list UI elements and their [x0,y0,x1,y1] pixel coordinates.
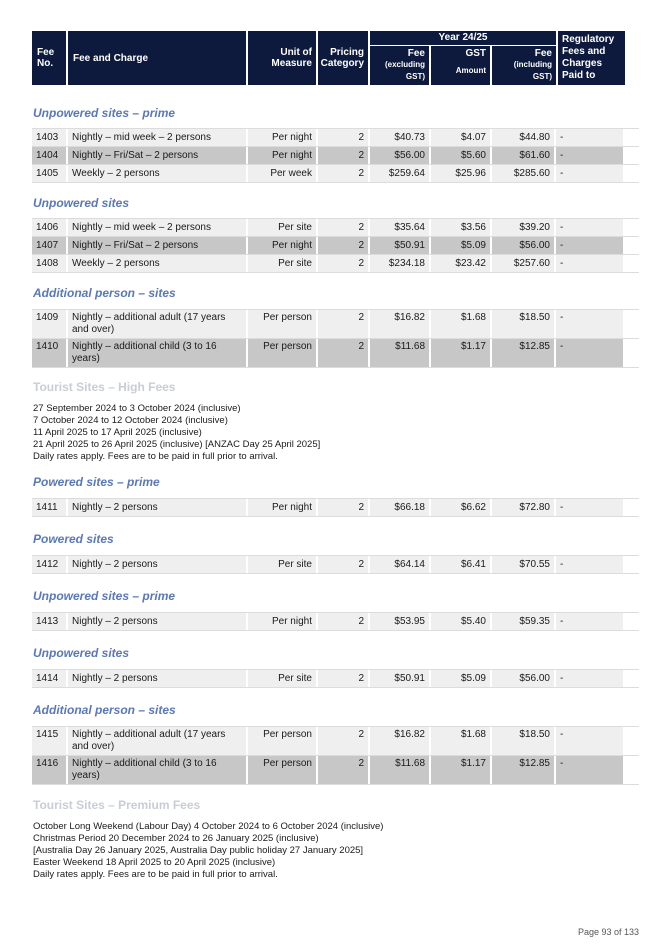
cell-regulatory: - [556,613,623,630]
cell-regulatory: - [556,129,623,146]
cell-fee-name: Nightly – Fri/Sat – 2 persons [68,237,248,254]
cell-fee-excl: $35.64 [370,219,431,236]
note-line: Daily rates apply. Fees are to be paid in full prior to arrival. [33,869,278,880]
cell-fee-no: 1404 [32,147,68,164]
cell-regulatory: - [556,147,623,164]
cell-category: 2 [318,165,370,182]
table-row [32,310,639,339]
cell-fee-no: 1413 [32,613,68,630]
cell-gst: $5.40 [431,613,492,630]
cell-category: 2 [318,219,370,236]
table-header [32,31,639,85]
cell-unit: Per site [248,670,318,687]
table-row [32,613,639,631]
fee-table [32,128,639,183]
cell-regulatory: - [556,727,623,755]
cell-gst: $3.56 [431,219,492,236]
cell-fee-incl: $257.60 [492,255,556,272]
cell-category: 2 [318,129,370,146]
section-heading: Tourist Sites – High Fees [33,380,176,394]
cell-category: 2 [318,670,370,687]
cell-fee-no: 1416 [32,756,68,784]
cell-fee-no: 1412 [32,556,68,573]
cell-fee-excl: $66.18 [370,499,431,516]
cell-fee-name: Weekly – 2 persons [68,165,248,182]
cell-fee-name: Nightly – additional adult (17 years and over) [68,310,248,338]
cell-fee-name: Nightly – mid week – 2 persons [68,129,248,146]
section-heading: Powered sites – prime [33,475,160,489]
cell-regulatory: - [556,556,623,573]
cell-fee-no: 1410 [32,339,68,367]
cell-fee-incl: $12.85 [492,756,556,784]
cell-fee-no: 1408 [32,255,68,272]
cell-category: 2 [318,339,370,367]
cell-unit: Per night [248,613,318,630]
cell-fee-excl: $11.68 [370,756,431,784]
cell-category: 2 [318,727,370,755]
cell-fee-excl: $50.91 [370,237,431,254]
cell-fee-incl: $56.00 [492,237,556,254]
table-row [32,237,639,255]
fee-table [32,612,639,631]
cell-regulatory: - [556,670,623,687]
note-line: 7 October 2024 to 12 October 2024 (inclusive) [33,415,228,426]
section-heading: Unpowered sites – prime [33,106,176,120]
cell-unit: Per night [248,147,318,164]
cell-fee-incl: $56.00 [492,670,556,687]
premium-fees-notes [32,821,639,881]
cell-unit: Per site [248,556,318,573]
cell-category: 2 [318,613,370,630]
cell-regulatory: - [556,756,623,784]
note-line: 11 April 2025 to 17 April 2025 (inclusive) [33,427,202,438]
cell-gst: $4.07 [431,129,492,146]
cell-unit: Per site [248,219,318,236]
cell-category: 2 [318,147,370,164]
cell-unit: Per night [248,237,318,254]
cell-fee-incl: $12.85 [492,339,556,367]
header-pricing-category: Pricing Category [318,31,370,85]
cell-unit: Per person [248,727,318,755]
cell-fee-name: Weekly – 2 persons [68,255,248,272]
fee-table [32,726,639,785]
cell-fee-name: Nightly – additional child (3 to 16 years) [68,339,248,367]
cell-fee-incl: $72.80 [492,499,556,516]
cell-fee-excl: $259.64 [370,165,431,182]
note-line: Christmas Period 20 December 2024 to 26 January 2025 (inclusive) [33,833,319,844]
cell-fee-name: Nightly – mid week – 2 persons [68,219,248,236]
cell-fee-incl: $39.20 [492,219,556,236]
header-gst [431,46,492,85]
section-heading: Unpowered sites – prime [33,589,176,603]
cell-fee-excl: $56.00 [370,147,431,164]
cell-gst: $1.68 [431,310,492,338]
cell-regulatory: - [556,255,623,272]
cell-category: 2 [318,556,370,573]
cell-unit: Per week [248,165,318,182]
table-row [32,165,639,183]
cell-fee-no: 1405 [32,165,68,182]
note-line: 27 September 2024 to 3 October 2024 (inclusive) [33,403,241,414]
header-unit-of-measure: Unit of Measure [248,31,318,85]
cell-gst: $23.42 [431,255,492,272]
cell-fee-name: Nightly – 2 persons [68,556,248,573]
cell-fee-excl: $11.68 [370,339,431,367]
section-heading: Additional person – sites [33,703,176,717]
section-heading: Additional person – sites [33,286,176,300]
cell-fee-no: 1403 [32,129,68,146]
header-fee-incl-sub: (including GST) [513,60,552,81]
cell-fee-excl: $16.82 [370,310,431,338]
cell-gst: $1.17 [431,339,492,367]
cell-fee-excl: $234.18 [370,255,431,272]
fee-schedule-page [32,31,639,881]
cell-gst: $5.60 [431,147,492,164]
cell-unit: Per person [248,339,318,367]
header-year-label: Year 24/25 [370,31,556,46]
fee-table [32,498,639,517]
cell-category: 2 [318,237,370,254]
page-number: Page 93 of 133 [577,927,639,937]
cell-fee-name: Nightly – additional adult (17 years and over) [68,727,248,755]
cell-unit: Per night [248,499,318,516]
header-fee-no: Fee No. [32,31,68,85]
cell-fee-excl: $53.95 [370,613,431,630]
cell-category: 2 [318,310,370,338]
cell-fee-name: Nightly – 2 persons [68,613,248,630]
cell-regulatory: - [556,310,623,338]
header-fee-and-charge: Fee and Charge [68,31,248,85]
header-gst-sub: Amount [455,66,486,75]
section-heading: Tourist Sites – Premium Fees [33,798,201,812]
cell-category: 2 [318,499,370,516]
cell-fee-incl: $18.50 [492,727,556,755]
cell-fee-incl: $44.80 [492,129,556,146]
cell-fee-incl: $70.55 [492,556,556,573]
table-row [32,219,639,237]
section-heading: Unpowered sites [33,646,130,660]
cell-fee-no: 1411 [32,499,68,516]
table-row [32,339,639,368]
table-row [32,556,639,574]
high-fees-notes [32,403,639,463]
cell-gst: $6.41 [431,556,492,573]
cell-regulatory: - [556,165,623,182]
cell-regulatory: - [556,339,623,367]
table-row [32,727,639,756]
note-line: October Long Weekend (Labour Day) 4 October 2024 to 6 October 2024 (inclusive) [33,821,384,832]
cell-fee-incl: $18.50 [492,310,556,338]
cell-gst: $6.62 [431,499,492,516]
cell-fee-incl: $59.35 [492,613,556,630]
header-regulatory: Regulatory Fees and Charges Paid to [558,31,625,85]
note-line: 21 April 2025 to 26 April 2025 (inclusive) [ANZAC Day 25 April 2025] [33,439,321,450]
cell-fee-name: Nightly – Fri/Sat – 2 persons [68,147,248,164]
cell-unit: Per person [248,310,318,338]
cell-category: 2 [318,756,370,784]
cell-category: 2 [318,255,370,272]
cell-fee-excl: $64.14 [370,556,431,573]
header-fee-excl-label: Fee [407,48,425,59]
note-line: [Australia Day 26 January 2025, Australia Day public holiday 27 January 2025] [33,845,364,856]
table-row [32,255,639,273]
cell-gst: $1.68 [431,727,492,755]
header-gst-label: GST [465,48,486,59]
table-row [32,499,639,517]
cell-fee-no: 1409 [32,310,68,338]
cell-fee-no: 1407 [32,237,68,254]
header-fee-incl [492,46,556,85]
table-row [32,129,639,147]
cell-fee-incl: $61.60 [492,147,556,164]
cell-fee-no: 1414 [32,670,68,687]
cell-fee-incl: $285.60 [492,165,556,182]
cell-fee-excl: $50.91 [370,670,431,687]
cell-fee-name: Nightly – 2 persons [68,670,248,687]
fee-table [32,218,639,273]
header-year-group [370,31,558,85]
header-fee-excl [370,46,431,85]
fee-table [32,669,639,688]
cell-gst: $5.09 [431,237,492,254]
header-fee-incl-label: Fee [534,48,552,59]
note-line: Easter Weekend 18 April 2025 to 20 April 2025 (inclusive) [33,857,276,868]
cell-gst: $5.09 [431,670,492,687]
header-fee-excl-sub: (excluding GST) [384,60,425,81]
cell-unit: Per person [248,756,318,784]
section-heading: Powered sites [33,532,114,546]
note-line: Daily rates apply. Fees are to be paid in full prior to arrival. [33,451,278,462]
section-heading: Unpowered sites [33,196,130,210]
fee-table [32,309,639,368]
cell-gst: $25.96 [431,165,492,182]
cell-fee-name: Nightly – 2 persons [68,499,248,516]
cell-regulatory: - [556,499,623,516]
table-row [32,756,639,785]
cell-fee-no: 1415 [32,727,68,755]
cell-fee-name: Nightly – additional child (3 to 16 years) [68,756,248,784]
cell-gst: $1.17 [431,756,492,784]
table-row [32,670,639,688]
cell-unit: Per night [248,129,318,146]
cell-unit: Per site [248,255,318,272]
cell-fee-excl: $40.73 [370,129,431,146]
fee-table [32,555,639,574]
cell-regulatory: - [556,219,623,236]
table-row [32,147,639,165]
cell-fee-excl: $16.82 [370,727,431,755]
cell-regulatory: - [556,237,623,254]
cell-fee-no: 1406 [32,219,68,236]
